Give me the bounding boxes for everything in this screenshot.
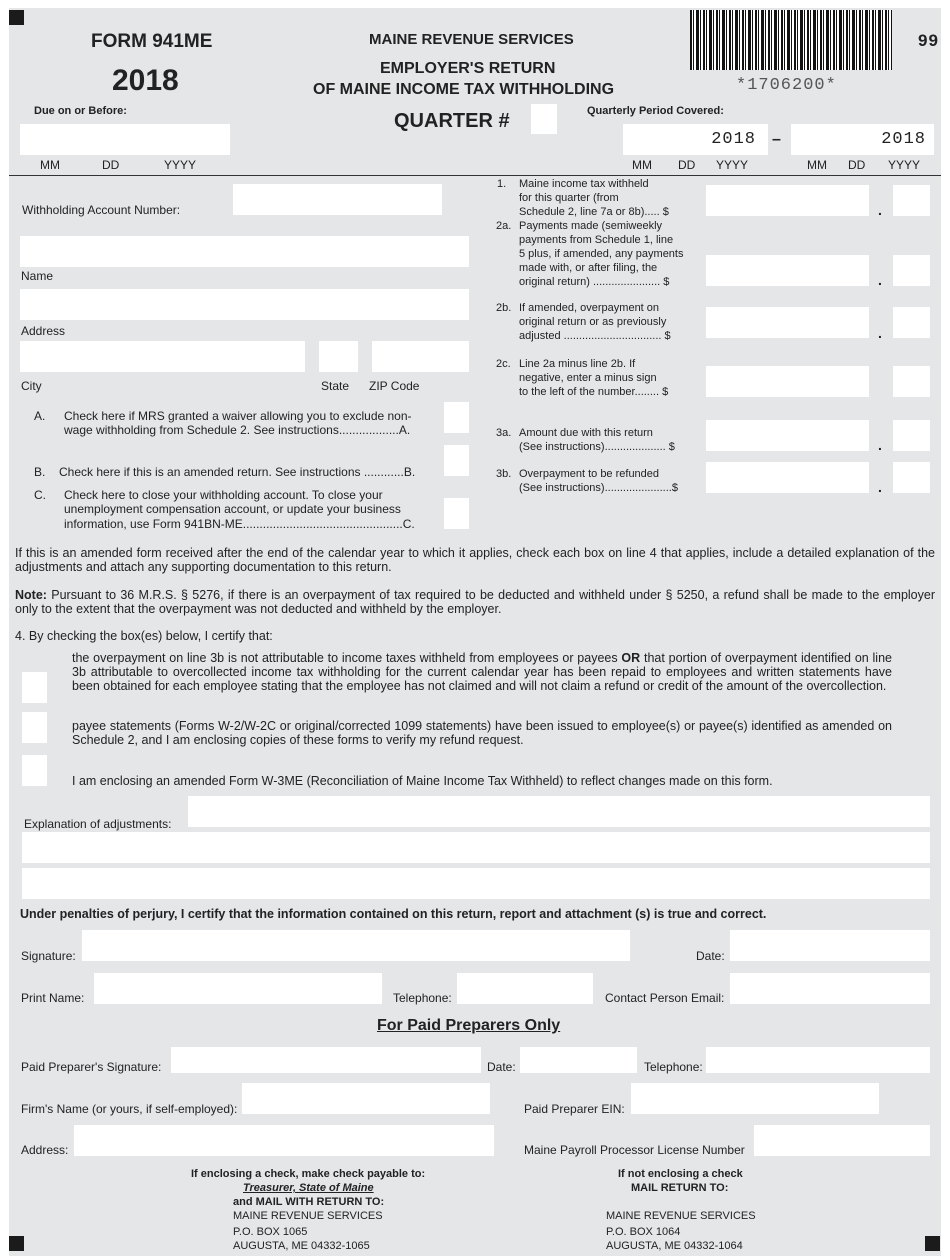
line-2a-text: original return) ...................... $	[519, 276, 670, 288]
line-3b-cents[interactable]	[893, 462, 930, 493]
amended-instructions: If this is an amended form received after the end of the calendar year to which it applies, check each box on line 4 that applies, include a detailed explanation of the adjustments and attach any supporting documentation to this return.	[15, 546, 935, 574]
line-3a-text: Amount due with this return	[519, 427, 653, 439]
license-number-input[interactable]	[754, 1125, 930, 1156]
line-2b-text: If amended, overpayment on	[519, 302, 660, 314]
certify-payee-statements-checkbox[interactable]	[22, 712, 47, 743]
payee-name: Treasurer, State of Maine	[243, 1182, 374, 1194]
start-mm-label: MM	[632, 158, 652, 172]
line-3a-dollars[interactable]	[706, 420, 869, 451]
preparer-signature-input[interactable]	[171, 1047, 481, 1073]
period-dash: –	[772, 131, 781, 148]
period-end-year: 2018	[881, 130, 926, 149]
line-3b-text: (See instructions)......................$	[519, 482, 678, 494]
preparer-telephone-input[interactable]	[706, 1047, 930, 1073]
check-c-text: information, use Form 941BN-ME................................................C.	[64, 517, 415, 531]
check-c-text: Check here to close your withholding account. To close your	[64, 488, 383, 502]
mail-address-line: P.O. BOX 1065	[233, 1226, 308, 1238]
preparer-telephone-label: Telephone:	[644, 1060, 703, 1074]
certify-w3me-checkbox[interactable]	[22, 755, 47, 786]
header-divider	[9, 175, 941, 176]
line-3a-number: 3a.	[496, 427, 512, 439]
line-2c-text: negative, enter a minus sign	[519, 372, 657, 384]
form-year: 2018	[112, 64, 179, 97]
line-2a-cents[interactable]	[893, 255, 930, 286]
check-b-letter: B.	[34, 465, 46, 479]
mail-address-line: MAINE REVENUE SERVICES	[233, 1210, 383, 1222]
preparer-address-label: Address:	[21, 1143, 69, 1157]
end-mm-label: MM	[807, 158, 827, 172]
form-id: FORM 941ME	[91, 31, 213, 52]
due-dd-label: DD	[102, 158, 120, 172]
start-dd-label: DD	[678, 158, 696, 172]
registration-mark	[925, 1236, 940, 1251]
check-a-letter: A.	[34, 409, 46, 423]
city-label: City	[21, 379, 42, 393]
decimal-point: .	[878, 272, 882, 288]
line-1-text: Schedule 2, line 7a or 8b)..... $	[519, 206, 669, 218]
preparer-address-input[interactable]	[74, 1125, 494, 1156]
explanation-input-line2[interactable]	[22, 832, 930, 863]
name-label: Name	[21, 269, 54, 283]
account-number-input[interactable]	[233, 184, 442, 215]
due-date-input[interactable]	[20, 124, 230, 155]
line-2b-text: original return or as previously	[519, 316, 667, 328]
line-2b-dollars[interactable]	[706, 307, 869, 338]
line-4-intro: 4. By checking the box(es) below, I certify that:	[15, 629, 273, 643]
line-1-number: 1.	[497, 178, 507, 190]
signature-date-label: Date:	[696, 949, 725, 963]
perjury-statement: Under penalties of perjury, I certify that the information contained on this return, report and attachment (s) is true and correct.	[20, 907, 767, 921]
zip-label: ZIP Code	[369, 379, 420, 393]
line-3b-dollars[interactable]	[706, 462, 869, 493]
state-input[interactable]	[319, 341, 358, 372]
line-2a-dollars[interactable]	[706, 255, 869, 286]
certify-overpayment-text: the overpayment on line 3b is not attributable to income taxes withheld from employees or payees OR that portion of overpayment identified on line 3b attributable to overcollected income tax withholding for the current calendar year has been repaid to employees and written statements have been obtained for each employee stating that the employee has not claimed and will not claim a refund or credit of the amount of the overcollection.	[72, 651, 892, 693]
line-1-text: for this quarter (from	[519, 192, 619, 204]
line-2c-dollars[interactable]	[706, 366, 869, 397]
start-yyyy-label: YYYY	[716, 158, 749, 172]
line-2c-text: Line 2a minus line 2b. If	[519, 358, 636, 370]
print-name-label: Print Name:	[21, 991, 85, 1005]
mail-address-line: MAINE REVENUE SERVICES	[606, 1210, 756, 1222]
explanation-input-line1[interactable]	[188, 796, 930, 827]
quarter-input[interactable]	[531, 104, 557, 134]
amended-checkbox[interactable]	[444, 445, 469, 476]
preparer-date-input[interactable]	[520, 1047, 637, 1073]
telephone-label: Telephone:	[393, 991, 452, 1005]
mail-address-line: AUGUSTA, ME 04332-1064	[606, 1240, 743, 1252]
line-3b-text: Overpayment to be refunded	[519, 468, 660, 480]
note-text: Pursuant to 36 M.R.S. § 5276, if there is an overpayment of tax required to be deducted and withheld under § 5250, a refund shall be made to the employer only to the extent that the overpayment was not deducted and withheld by the employer.	[15, 588, 935, 616]
agency-name: MAINE REVENUE SERVICES	[369, 31, 574, 48]
contact-email-input[interactable]	[730, 973, 930, 1004]
check-c-letter: C.	[34, 488, 46, 502]
name-input[interactable]	[20, 236, 469, 267]
telephone-input[interactable]	[457, 973, 593, 1004]
city-input[interactable]	[20, 341, 305, 372]
firm-name-label: Firm's Name (or yours, if self-employed):	[21, 1102, 238, 1116]
end-dd-label: DD	[848, 158, 866, 172]
form-title-line2: OF MAINE INCOME TAX WITHHOLDING	[313, 81, 615, 98]
decimal-point: .	[878, 325, 882, 341]
check-b-text: Check here if this is an amended return. See instructions ............B.	[59, 465, 416, 479]
line-1-cents[interactable]	[893, 185, 930, 216]
line-2b-number: 2b.	[496, 302, 512, 314]
mail-address-line: AUGUSTA, ME 04332-1065	[233, 1240, 370, 1252]
registration-mark	[9, 1236, 24, 1251]
line-2c-number: 2c.	[496, 358, 511, 370]
line-2a-number: 2a.	[496, 220, 512, 232]
address-input[interactable]	[20, 289, 469, 320]
line-2c-text: to the left of the number........ $	[519, 386, 669, 398]
preparer-date-label: Date:	[487, 1060, 516, 1074]
line-2a-text: payments from Schedule 1, line	[519, 234, 674, 246]
signature-input[interactable]	[82, 930, 630, 961]
certify-overpayment-checkbox[interactable]	[22, 672, 47, 703]
mail-address-line: P.O. BOX 1064	[606, 1226, 681, 1238]
preparer-ein-label: Paid Preparer EIN:	[524, 1102, 625, 1116]
line-3b-number: 3b.	[496, 468, 512, 480]
mail-return-to: MAIL RETURN TO:	[631, 1182, 729, 1194]
explanation-input-line3[interactable]	[22, 868, 930, 899]
period-end-input[interactable]	[791, 124, 934, 155]
preparer-ein-input[interactable]	[631, 1083, 879, 1114]
quarter-label: QUARTER #	[394, 110, 510, 132]
print-name-input[interactable]	[94, 973, 382, 1004]
due-date-label: Due on or Before:	[34, 105, 127, 117]
signature-date-input[interactable]	[730, 930, 930, 961]
line-2a-text: Payments made (semiweekly	[519, 220, 663, 232]
line-2c-cents[interactable]	[893, 366, 930, 397]
certify-w3me-text: I am enclosing an amended Form W-3ME (Reconciliation of Maine Income Tax Withheld) to reflect changes made on this form.	[72, 774, 773, 788]
waiver-checkbox[interactable]	[444, 402, 469, 433]
line-2a-text: 5 plus, if amended, any payments	[519, 248, 684, 260]
paid-preparer-heading: For Paid Preparers Only	[377, 1017, 561, 1034]
note-label: Note:	[15, 588, 47, 602]
check-a-text: wage withholding from Schedule 2. See instructions..................A.	[64, 423, 411, 437]
address-label: Address	[21, 324, 66, 338]
line-3a-cents[interactable]	[893, 420, 930, 451]
line-2b-text: adjusted ................................ $	[519, 330, 671, 342]
explanation-label: Explanation of adjustments:	[24, 817, 172, 831]
check-c-text: unemployment compensation account, or update your business	[64, 502, 401, 516]
certify-payee-statements-text: payee statements (Forms W-2/W-2C or original/corrected 1099 statements) have been issued to employee(s) or payee(s) identified as amended on Schedule 2, and I am enclosing copies of these forms to verify my refund request.	[72, 719, 892, 747]
registration-mark	[9, 10, 24, 25]
line-1-dollars[interactable]	[706, 185, 869, 216]
signature-label: Signature:	[21, 949, 76, 963]
contact-email-label: Contact Person Email:	[605, 991, 725, 1005]
zip-input[interactable]	[372, 341, 469, 372]
period-label: Quarterly Period Covered:	[587, 105, 724, 117]
state-label: State	[321, 379, 350, 393]
decimal-point: .	[878, 202, 882, 218]
no-check-instructions: If not enclosing a check	[618, 1168, 743, 1180]
overpayment-note	[15, 588, 935, 616]
line-2b-cents[interactable]	[893, 307, 930, 338]
license-number-label: Maine Payroll Processor License Number	[524, 1143, 745, 1157]
due-mm-label: MM	[40, 158, 60, 172]
line-2a-text: made with, or after filing, the	[519, 262, 658, 274]
mail-with-return: and MAIL WITH RETURN TO:	[233, 1196, 385, 1208]
close-account-checkbox[interactable]	[444, 498, 469, 529]
account-number-label: Withholding Account Number:	[22, 203, 181, 217]
firm-name-input[interactable]	[242, 1083, 490, 1114]
barcode	[690, 10, 892, 70]
preparer-signature-label: Paid Preparer's Signature:	[21, 1060, 162, 1074]
page-code: 99	[918, 31, 939, 50]
barcode-text: *1706200*	[736, 76, 837, 95]
due-yyyy-label: YYYY	[164, 158, 197, 172]
end-yyyy-label: YYYY	[888, 158, 921, 172]
decimal-point: .	[878, 437, 882, 453]
decimal-point: .	[878, 479, 882, 495]
check-a-text: Check here if MRS granted a waiver allowing you to exclude non-	[64, 409, 412, 423]
mail-check-instructions: If enclosing a check, make check payable to:	[191, 1168, 426, 1180]
form-title-line1: EMPLOYER'S RETURN	[380, 60, 556, 77]
line-1-text: Maine income tax withheld	[519, 178, 649, 190]
period-start-year: 2018	[711, 130, 756, 149]
period-start-input[interactable]	[623, 124, 768, 155]
line-3a-text: (See instructions).................... $	[519, 441, 675, 453]
